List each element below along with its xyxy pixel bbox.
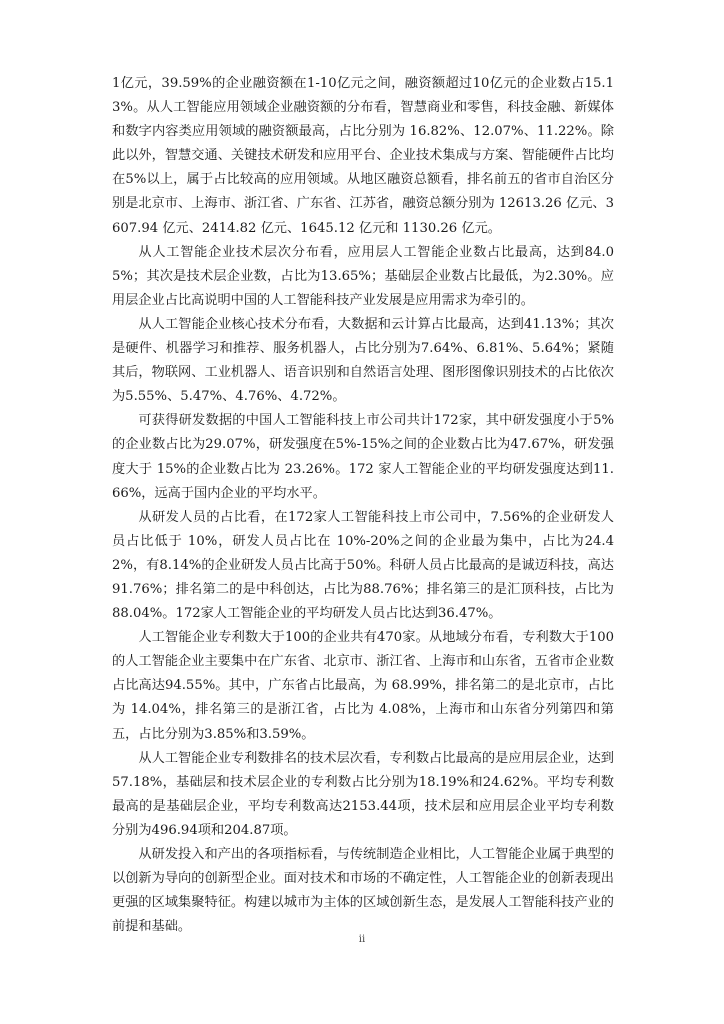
- paragraph-financing-distribution: 1亿元，39.59%的企业融资额在1-10亿元之间，融资额超过10亿元的企业数占15.13%。从人工智能应用领域企业融资额的分布看，智慧商业和零售，科技金融、新媒体和数字内容类应用领域的融资额最高，占比分别为 16.82%、12.07%、11.22%。除此以外，智慧交通、关键技术研发和应用平台、企业技术集成与方案、智能硬件占比均在5%以上，属于占比较高的应用领域。从地区融资总额看，排名前五的省市自治区分别是北京市、上海市、浙江省、广东省、江苏省，融资总额分别为 12613.26 亿元、3607.94 亿元、2414.82 亿元、1645.12 亿元和 1130.26 亿元。: [112, 76, 614, 236]
- paragraph-rd-intensity: 可获得研发数据的中国人工智能科技上市公司共计172家，其中研发强度小于5%的企业数占比为29.07%，研发强度在5%-15%之间的企业数占比为47.67%，研发强度大于 15%的企业数占比为 23.26%。172 家人工智能企业的平均研发强度达到11.66%，远高于国内企业的平均水平。: [112, 413, 614, 501]
- paragraph-core-technology: 从人工智能企业核心技术分布看，大数据和云计算占比最高，达到41.13%；其次是硬件、机器学习和推荐、服务机器人，占比分别为7.64%、6.81%、5.64%；紧随其后，物联网、工业机器人、语音识别和自然语言处理、图形图像识别技术的占比依次为5.55%、5.47%、4.76%、4.72%。: [112, 316, 614, 405]
- paragraph-rd-personnel: 从研发人员的占比看，在172家人工智能科技上市公司中，7.56%的企业研发人员占比低于 10%，研发人员占比在 10%-20%之间的企业最为集中，占比为24.42%，有8.14%的企业研发人员占比高于50%。科研人员占比最高的是诚迈科技，高达91.76%；排名第二的是中科创达，占比为88.76%；排名第三的是汇顶科技，占比为88.04%。172家人工智能企业的平均研发人员占比达到36.47%。: [112, 509, 614, 622]
- paragraph-patents-region: 人工智能企业专利数大于100的企业共有470家。从地域分布看，专利数大于100的人工智能企业主要集中在广东省、北京市、浙江省、上海市和山东省，五省市企业数占比高达94.55%。其中，广东省占比最高，为 68.99%，排名第二的是北京市，占比为 14.04%，排名第三的是浙江省，占比为 4.08%，上海市和山东省分列第四和第五，占比分别为3.85%和3.59%。: [112, 630, 614, 742]
- paragraph-patents-layers: 从人工智能企业专利数排名的技术层次看，专利数占比最高的是应用层企业，达到57.18%，基础层和技术层企业的专利数占比分别为18.19%和24.62%。平均专利数最高的是基础层企业，平均专利数高达2153.44项，技术层和应用层企业平均专利数分别为496.94项和204.87项。: [112, 750, 614, 838]
- page-number: ii: [358, 934, 366, 945]
- paragraph-technology-layers: 从人工智能企业技术层次分布看，应用层人工智能企业数占比最高，达到84.05%；其次是技术层企业数，占比为13.65%；基础层企业数占比最低，为2.30%。应用层企业占比高说明中国的人工智能科技产业发展是应用需求为牵引的。: [112, 244, 614, 308]
- document-body: [112, 72, 614, 939]
- paragraph-conclusion: 从研发投入和产出的各项指标看，与传统制造企业相比，人工智能企业属于典型的以创新为导向的创新型企业。面对技术和市场的不确定性，人工智能企业的创新表现出更强的区域集聚特征。构建以城市为主体的区域创新生态，是发展人工智能科技产业的前提和基础。: [112, 847, 614, 935]
